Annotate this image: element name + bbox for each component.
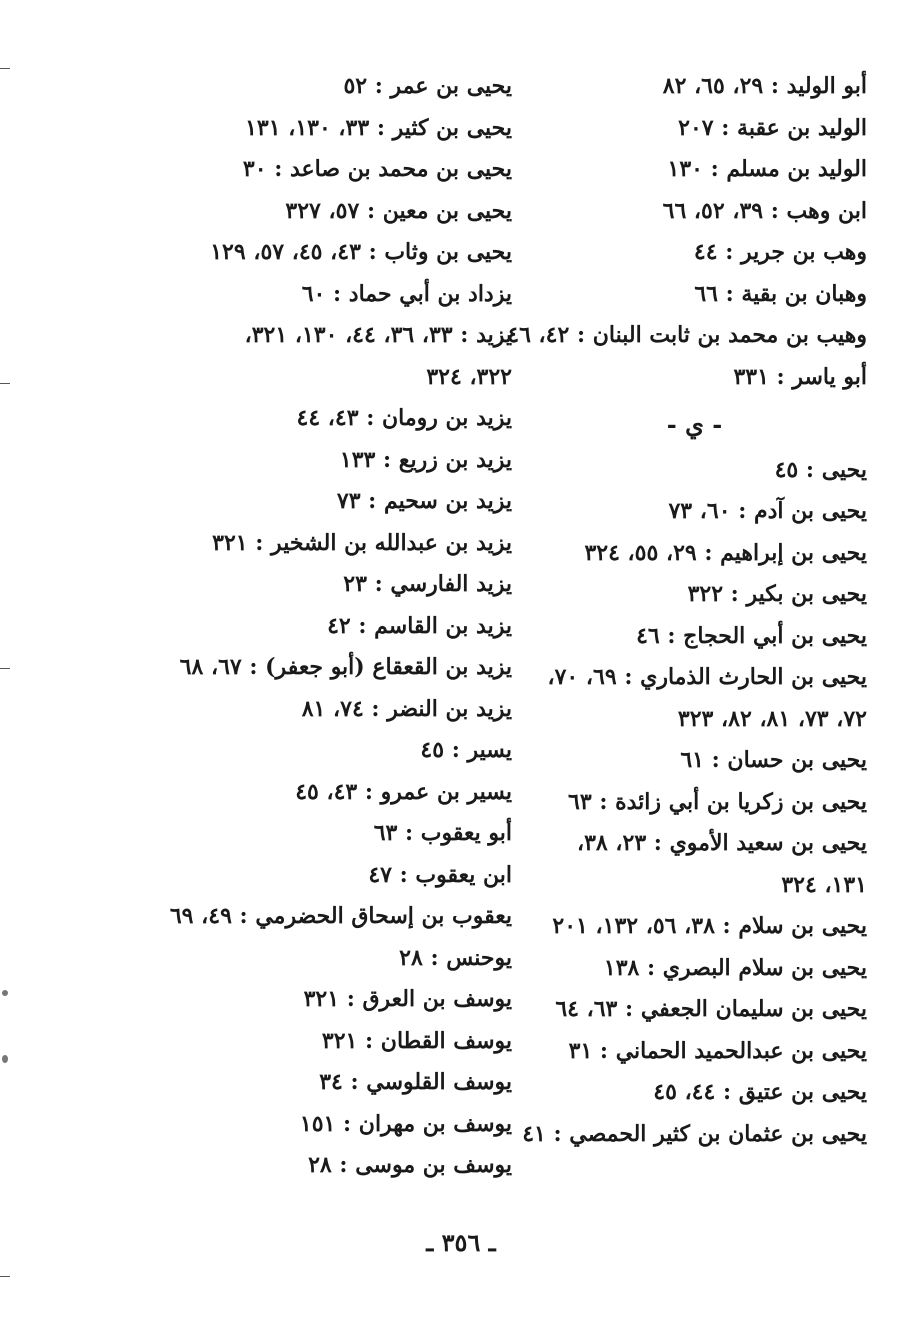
scan-speck [2, 1055, 8, 1063]
index-entry: يحيى بن معين : ٥٧، ٣٢٧ [285, 197, 512, 224]
index-entry: يحيى : ٤٥ [774, 456, 867, 483]
page-number: ـ ٣٥٦ ـ [426, 1228, 496, 1257]
index-entry: يوسف بن العرق : ٣٢١ [303, 986, 512, 1012]
index-entry: وهبان بن بقية : ٦٦ [694, 280, 867, 307]
scan-margin-mark [0, 383, 10, 384]
index-entry: الوليد بن عقبة : ٢٠٧ [678, 114, 867, 141]
index-entry: يحيى بن عثمان بن كثير الحمصي : ٤١ [522, 1120, 867, 1147]
index-entry: الوليد بن مسلم : ١٣٠ [667, 156, 867, 182]
index-entry: يحيى بن محمد بن صاعد : ٣٠ [242, 156, 512, 182]
scan-margin-mark [0, 1276, 10, 1277]
index-entry: يوسف القطان : ٣٢١ [321, 1027, 512, 1054]
index-entry: يسير بن عمرو : ٤٣، ٤٥ [295, 778, 512, 805]
index-entry: يحيى بن الحارث الذماري : ٦٩، ٧٠، [547, 664, 867, 690]
index-entry: وهيب بن محمد بن ثابت البنان : ٤٢، ٤٦ [507, 322, 867, 348]
index-entry: يحيى بن سلام : ٣٨، ٥٦، ١٣٢، ٢٠١ [552, 913, 867, 939]
index-entry: يحيى بن عتيق : ٤٤، ٤٥ [653, 1079, 867, 1105]
index-entry: يحيى بن إبراهيم : ٢٩، ٥٥، ٣٢٤ [584, 539, 867, 566]
scan-margin-mark [0, 668, 10, 669]
index-entry: يزيد بن رومان : ٤٣، ٤٤ [296, 405, 512, 431]
index-entry: أبو ياسر : ٣٣١ [733, 363, 867, 390]
index-entry: يحيى بن سعيد الأموي : ٢٣، ٣٨، [576, 830, 867, 856]
index-entry: أبو يعقوب : ٦٣ [373, 820, 512, 846]
index-entry: يحيى بن حسان : ٦١ [680, 747, 867, 773]
scan-margin-mark [0, 68, 10, 69]
index-entry: يوسف القلوسي : ٣٤ [319, 1069, 512, 1095]
index-entry: يحيى بن أبي الحجاج : ٤٦ [636, 622, 867, 649]
index-entry: يحيى بن عبدالحميد الحماني : ٣١ [568, 1037, 867, 1064]
index-column-right [507, 66, 867, 1155]
index-entry: يحيى بن سلام البصري : ١٣٨ [603, 954, 867, 981]
scan-speck [2, 990, 8, 996]
index-entry-continuation: ١٣١، ٣٢٤ [781, 871, 867, 898]
index-entry: يعقوب بن إسحاق الحضرمي : ٤٩، ٦٩ [169, 903, 512, 929]
index-entry: يسير : ٤٥ [420, 737, 512, 763]
index-entry: وهب بن جرير : ٤٤ [693, 239, 867, 265]
index-entry: ابن وهب : ٣٩، ٥٢، ٦٦ [662, 197, 867, 224]
index-entry: يوسف بن موسى : ٢٨ [308, 1152, 512, 1178]
index-entry: يزيد بن النضر : ٧٤، ٨١ [301, 695, 512, 722]
index-entry: يزيد : ٣٣، ٣٦، ٤٤، ١٣٠، ٣٢١، [244, 322, 512, 348]
index-entry: يزيد بن زريع : ١٣٣ [339, 446, 512, 473]
index-entry: يزيد بن سحيم : ٧٣ [336, 488, 512, 514]
index-entry: يوحنس : ٢٨ [399, 944, 512, 971]
index-entry-continuation: ٧٢، ٧٣، ٨١، ٨٢، ٣٢٣ [677, 705, 867, 732]
index-column-left [167, 66, 512, 1187]
index-entry: يحيى بن بكير : ٣٢٢ [687, 581, 867, 607]
index-entry: ابن يعقوب : ٤٧ [368, 861, 512, 888]
index-entry: يزيد بن القعقاع (أبو جعفر) : ٦٧، ٦٨ [179, 654, 512, 680]
index-entry: يزيد بن القاسم : ٤٢ [327, 612, 512, 639]
index-entry-continuation: ٣٢٢، ٣٢٤ [426, 363, 512, 390]
index-entry: يزيد بن عبدالله بن الشخير : ٣٢١ [212, 529, 512, 556]
index-entry: يحيى بن وثاب : ٤٣، ٤٥، ٥٧، ١٢٩ [210, 239, 512, 265]
letter-section-heading: - ي - [666, 410, 723, 439]
index-entry: يحيى بن كثير : ٣٣، ١٣٠، ١٣١ [245, 114, 512, 141]
index-entry: يزداد بن أبي حماد : ٦٠ [301, 280, 512, 307]
index-entry: يوسف بن مهران : ١٥١ [299, 1110, 512, 1137]
index-entry: يحيى بن سليمان الجعفي : ٦٣، ٦٤ [555, 996, 867, 1022]
index-entry: يحيى بن زكريا بن أبي زائدة : ٦٣ [568, 788, 867, 815]
index-entry: يزيد الفارسي : ٢٣ [343, 571, 512, 597]
index-entry: أبو الوليد : ٢٩، ٦٥، ٨٢ [662, 73, 867, 99]
index-entry: يحيى بن عمر : ٥٢ [343, 73, 512, 99]
index-entry: يحيى بن آدم : ٦٠، ٧٣ [668, 498, 867, 524]
